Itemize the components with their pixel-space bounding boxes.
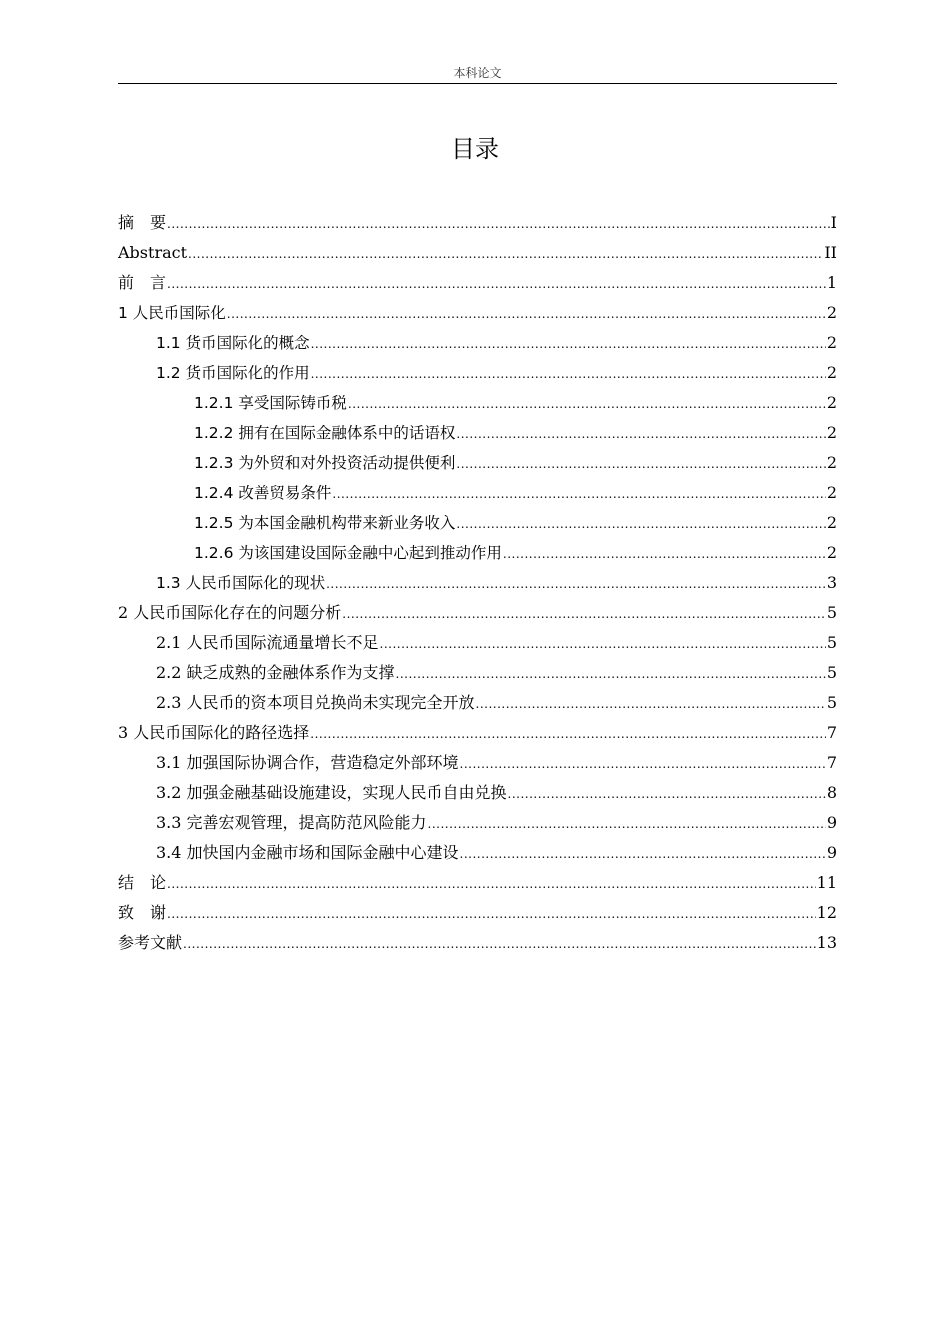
toc-entry-section-3-4[interactable] [118, 838, 837, 868]
toc-entry-chapter-1[interactable] [118, 298, 837, 328]
toc-entry-page: 7 [826, 753, 837, 772]
toc-entry-page: 13 [816, 933, 837, 952]
toc-entry-section-1-2-2[interactable] [118, 418, 837, 448]
toc-entry-label: 致 谢 [118, 903, 167, 922]
toc-entry-chapter-2[interactable] [118, 598, 837, 628]
toc-leader-dots [460, 749, 826, 779]
toc-entry-label: 参考文献 [118, 933, 183, 952]
toc-entry-label: 1.2.6 为该国建设国际金融中心起到推动作用 [194, 544, 502, 562]
toc-entry-label: 3.4 加快国内金融市场和国际金融中心建设 [156, 843, 459, 862]
toc-leader-dots [183, 929, 816, 959]
toc-entry-chapter-3[interactable] [118, 718, 837, 748]
toc-entry-page: 8 [826, 783, 837, 802]
toc-entry-page: 3 [826, 573, 837, 592]
toc-leader-dots [342, 599, 826, 629]
toc-entry-label: 2.3 人民币的资本项目兑换尚未实现完全开放 [156, 693, 475, 712]
toc-entry-label: 1.2.1 享受国际铸币税 [194, 394, 347, 412]
toc-entry-page: 5 [826, 633, 837, 652]
toc-entry-section-3-2[interactable] [118, 778, 837, 808]
toc-entry-page: 9 [826, 813, 837, 832]
toc-entry-section-1-2-3[interactable] [118, 448, 837, 478]
toc-leader-dots [188, 239, 823, 269]
toc-entry-page: 5 [826, 603, 837, 622]
toc-entry-label: 1.1 货币国际化的概念 [156, 334, 310, 352]
toc-entry-preface[interactable] [118, 268, 837, 298]
toc-entry-section-2-3[interactable] [118, 688, 837, 718]
toc-leader-dots [396, 659, 826, 689]
toc-entry-label: 结 论 [118, 873, 167, 892]
toc-entry-label: 3.2 加强金融基础设施建设，实现人民币自由兑换 [156, 783, 507, 802]
toc-leader-dots [167, 899, 816, 929]
toc-leader-dots [428, 809, 826, 839]
toc-leader-dots [311, 359, 826, 389]
toc-entry-section-1-2-4[interactable] [118, 478, 837, 508]
toc-leader-dots [227, 299, 826, 329]
toc-entry-section-1-1[interactable] [118, 328, 837, 358]
toc-entry-label: 1.2.3 为外贸和对外投资活动提供便利 [194, 454, 456, 472]
toc-entry-label: 1 人民币国际化 [118, 304, 226, 322]
toc-entry-page: 2 [826, 423, 837, 442]
toc-entry-section-1-3[interactable] [118, 568, 837, 598]
toc-leader-dots [456, 509, 825, 539]
toc-leader-dots [476, 689, 826, 719]
toc-leader-dots [508, 779, 826, 809]
toc-entry-label: 3.1 加强国际协调合作，营造稳定外部环境 [156, 753, 459, 772]
toc-entry-label: 3 人民币国际化的路径选择 [118, 723, 310, 742]
toc-entry-label: 1.3 人民币国际化的现状 [156, 574, 326, 592]
toc-entry-conclusion[interactable] [118, 868, 837, 898]
toc-entry-page: 2 [826, 513, 837, 532]
toc-entry-label: 前 言 [118, 273, 167, 292]
toc-leader-dots [380, 629, 826, 659]
toc-entry-section-3-1[interactable] [118, 748, 837, 778]
toc-entry-page: I [830, 213, 837, 232]
toc-entry-label: 摘 要 [118, 213, 167, 232]
toc-leader-dots [167, 269, 826, 299]
toc-entry-page: 2 [826, 363, 837, 382]
toc-entry-page: 1 [826, 273, 837, 292]
page-title: 目录 [451, 135, 499, 163]
toc-entry-page: 9 [826, 843, 837, 862]
toc-leader-dots [460, 839, 826, 869]
toc-leader-dots [326, 569, 826, 599]
toc-entry-page: 2 [826, 333, 837, 352]
toc-entry-abstract-cn[interactable] [118, 208, 837, 238]
toc-leader-dots [310, 719, 826, 749]
toc-entry-page: 5 [826, 663, 837, 682]
toc-entry-label: 2.1 人民币国际流通量增长不足 [156, 633, 379, 652]
toc-entry-section-1-2-1[interactable] [118, 388, 837, 418]
table-of-contents [118, 208, 837, 958]
toc-entry-label: 1.2.4 改善贸易条件 [194, 484, 332, 502]
toc-entry-label: 2 人民币国际化存在的问题分析 [118, 603, 342, 622]
toc-leader-dots [456, 449, 825, 479]
toc-entry-references[interactable] [118, 928, 837, 958]
toc-entry-section-2-1[interactable] [118, 628, 837, 658]
toc-leader-dots [332, 479, 825, 509]
toc-entry-page: 2 [826, 303, 837, 322]
toc-entry-section-1-2-6[interactable] [118, 538, 837, 568]
toc-entry-page: 2 [826, 393, 837, 412]
toc-entry-label: 1.2.5 为本国金融机构带来新业务收入 [194, 514, 456, 532]
toc-entry-label: 1.2 货币国际化的作用 [156, 364, 310, 382]
toc-entry-label: 3.3 完善宏观管理，提高防范风险能力 [156, 813, 427, 832]
toc-entry-abstract-en[interactable] [118, 238, 837, 268]
toc-entry-label: 1.2.2 拥有在国际金融体系中的话语权 [194, 424, 456, 442]
toc-entry-label: 2.2 缺乏成熟的金融体系作为支撑 [156, 663, 395, 682]
toc-entry-section-3-3[interactable] [118, 808, 837, 838]
toc-entry-section-2-2[interactable] [118, 658, 837, 688]
toc-entry-page: 11 [816, 873, 837, 892]
toc-entry-page: 12 [816, 903, 837, 922]
page-header: 本科论文 [118, 64, 837, 84]
toc-entry-page: 2 [826, 483, 837, 502]
toc-entry-page: 7 [826, 723, 837, 742]
toc-entry-label: Abstract [118, 243, 188, 262]
toc-entry-section-1-2-5[interactable] [118, 508, 837, 538]
toc-entry-page: II [824, 243, 837, 262]
toc-entry-acknowledgements[interactable] [118, 898, 837, 928]
toc-leader-dots [348, 389, 826, 419]
toc-leader-dots [167, 209, 830, 239]
toc-entry-section-1-2[interactable] [118, 358, 837, 388]
toc-entry-page: 5 [826, 693, 837, 712]
toc-leader-dots [311, 329, 826, 359]
toc-entry-page: 2 [826, 453, 837, 472]
toc-leader-dots [456, 419, 825, 449]
toc-leader-dots [167, 869, 816, 899]
toc-entry-page: 2 [826, 543, 837, 562]
toc-leader-dots [503, 539, 826, 569]
